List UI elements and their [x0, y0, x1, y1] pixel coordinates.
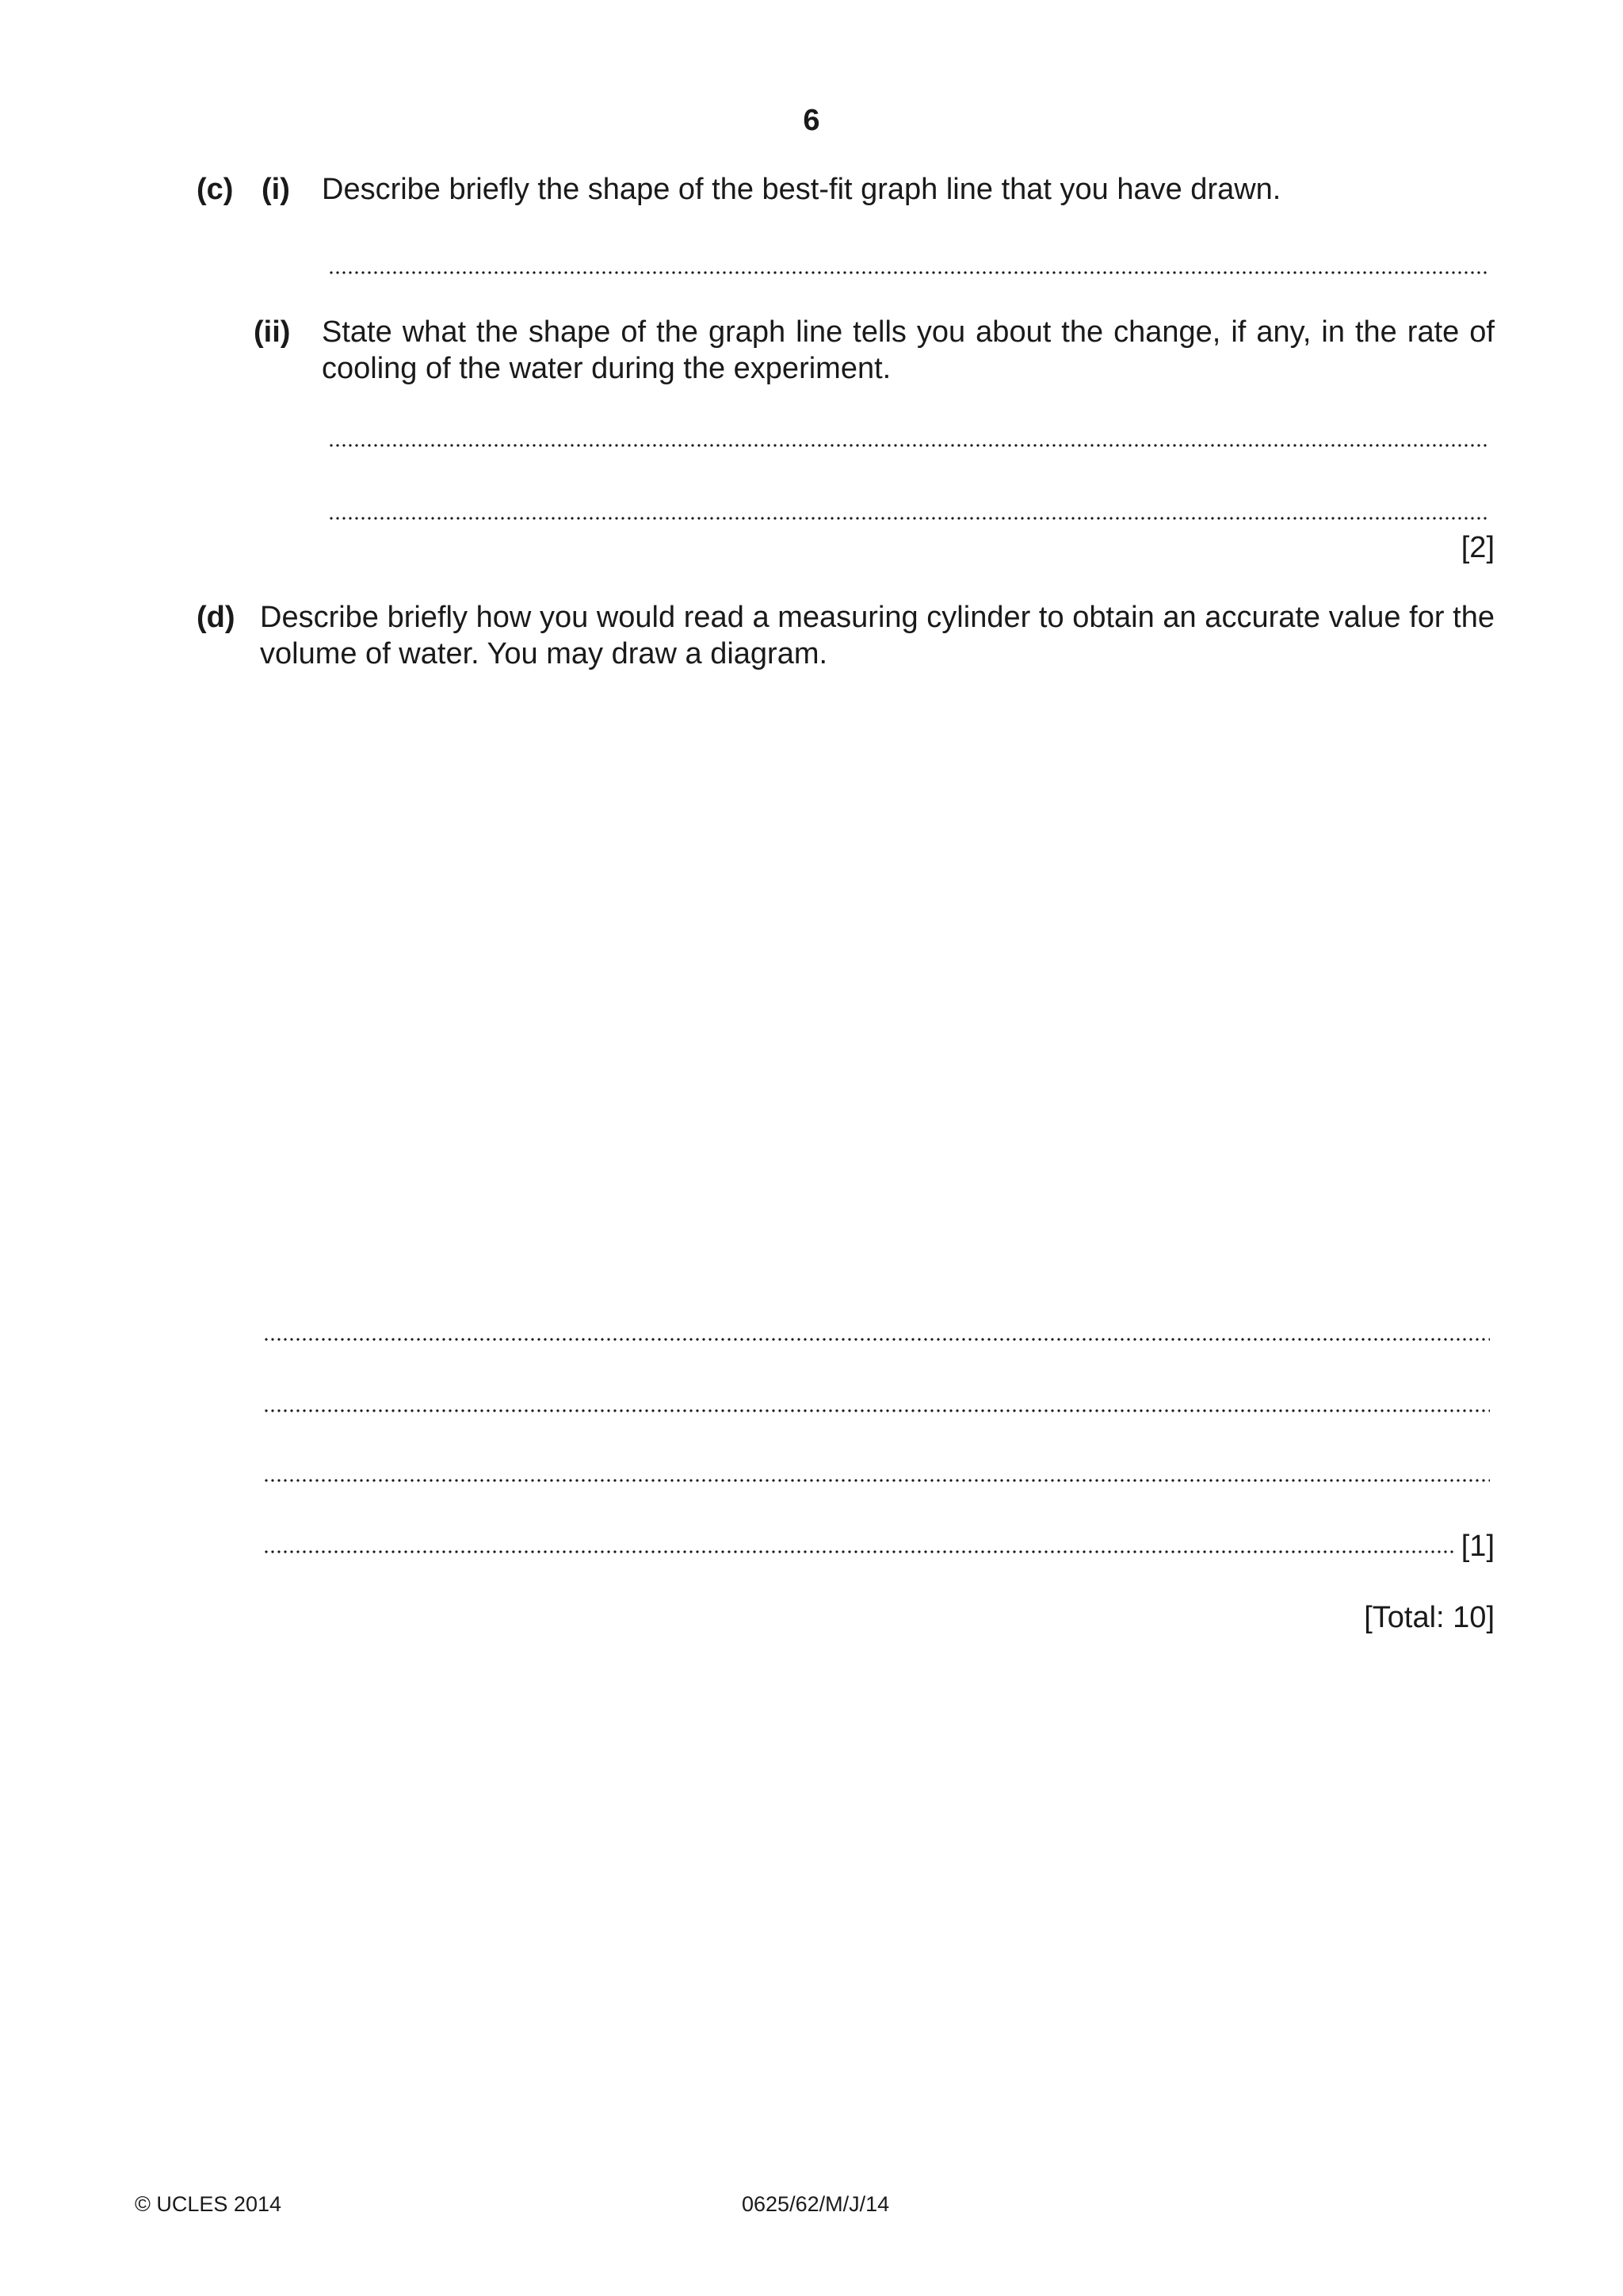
- mark-c: [2]: [1461, 531, 1495, 564]
- answer-line-d-3[interactable]: [263, 1479, 1490, 1482]
- answer-line-d-1[interactable]: [263, 1338, 1490, 1341]
- part-d-question: Describe briefly how you would read a measuring cylinder to obtain an accurate value for the volume of water. You may draw a diagram.: [260, 601, 1495, 670]
- page-number: 6: [803, 104, 820, 137]
- answer-line-d-2[interactable]: [263, 1409, 1490, 1412]
- part-c-i-label: (i): [262, 173, 290, 206]
- total-mark: [Total: 10]: [1364, 1601, 1495, 1634]
- part-c-ii-question: State what the shape of the graph line tells you about the change, if any, in the rate of cooling of the water during the experiment.: [322, 315, 1495, 385]
- diagram-space[interactable]: [260, 697, 1495, 1300]
- answer-line-c-i[interactable]: [328, 271, 1490, 274]
- answer-line-d-4[interactable]: [263, 1550, 1457, 1553]
- part-c-i-question: Describe briefly the shape of the best-fit graph line that you have drawn.: [322, 173, 1281, 206]
- footer-copyright: © UCLES 2014: [135, 2192, 281, 2216]
- footer-paper-code: 0625/62/M/J/14: [742, 2192, 890, 2216]
- answer-line-c-ii-2[interactable]: [328, 517, 1490, 520]
- part-d-label: (d): [197, 601, 235, 634]
- part-c-ii-label: (ii): [254, 315, 291, 349]
- mark-d: [1]: [1461, 1530, 1495, 1563]
- part-c-label: (c): [197, 173, 234, 206]
- answer-line-c-ii-1[interactable]: [328, 444, 1490, 447]
